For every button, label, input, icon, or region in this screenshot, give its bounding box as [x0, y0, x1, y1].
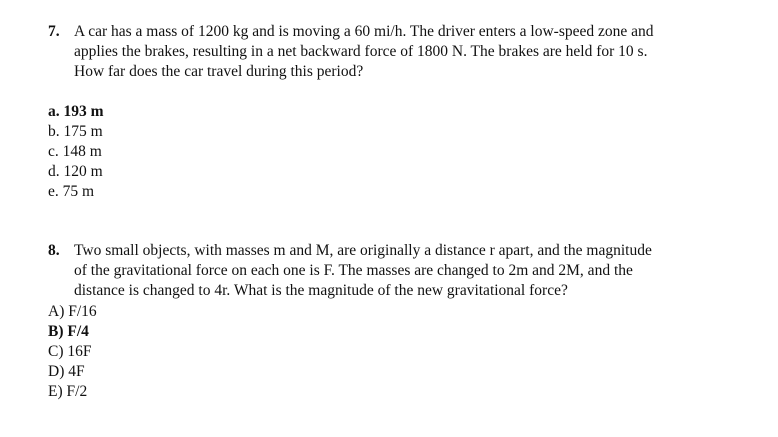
choice-label: d. — [48, 163, 60, 180]
choice-label: B) — [48, 323, 64, 340]
question-7 — [48, 22, 748, 202]
choice-text: F/4 — [67, 323, 89, 340]
choice-label: c. — [48, 143, 59, 160]
answer-choice-b — [48, 122, 748, 142]
stem-line: of the gravitational force on each one is F. The masses are changed to 2m and 2M, and the — [74, 262, 633, 279]
choice-label: C) — [48, 343, 64, 360]
answer-choice-c — [48, 342, 748, 362]
choice-label: E) — [48, 383, 63, 400]
answer-choice-d — [48, 162, 748, 182]
choice-label: A) — [48, 303, 65, 320]
choice-text: 148 m — [62, 143, 102, 160]
question-number: 7. — [48, 23, 60, 40]
question-stem — [48, 22, 748, 82]
choice-label: e. — [48, 183, 59, 200]
answer-choice-b — [48, 322, 748, 342]
answer-choice-e — [48, 382, 748, 402]
choice-text: F/2 — [66, 383, 88, 400]
choice-label: b. — [48, 123, 60, 140]
answer-choice-c — [48, 142, 748, 162]
choice-text: F/16 — [68, 303, 97, 320]
choice-text: 175 m — [63, 123, 103, 140]
answer-choices — [48, 102, 748, 202]
choice-text: 16F — [67, 343, 92, 360]
choice-text: 4F — [68, 363, 85, 380]
answer-choice-d — [48, 362, 748, 382]
choice-text: 193 m — [63, 103, 104, 120]
stem-line: How far does the car travel during this period? — [74, 63, 364, 80]
stem-line: distance is changed to 4r. What is the magnitude of the new gravitational force? — [74, 282, 568, 299]
choice-text: 75 m — [62, 183, 95, 200]
answer-choice-a — [48, 302, 748, 322]
choice-label: a. — [48, 103, 60, 120]
stem-line: applies the brakes, resulting in a net backward force of 1800 N. The brakes are held for 10 s. — [74, 43, 648, 60]
answer-choices — [48, 302, 748, 402]
answer-choice-a — [48, 102, 748, 122]
stem-line: Two small objects, with masses m and M, are originally a distance r apart, and the magnitude — [74, 242, 652, 259]
question-number: 8. — [48, 242, 60, 259]
choice-label: D) — [48, 363, 65, 380]
stem-line: A car has a mass of 1200 kg and is moving a 60 mi/h. The driver enters a low-speed zone and — [74, 23, 654, 40]
choice-text: 120 m — [63, 163, 103, 180]
question-8 — [48, 241, 748, 402]
question-stem — [48, 241, 748, 301]
answer-choice-e — [48, 182, 748, 202]
